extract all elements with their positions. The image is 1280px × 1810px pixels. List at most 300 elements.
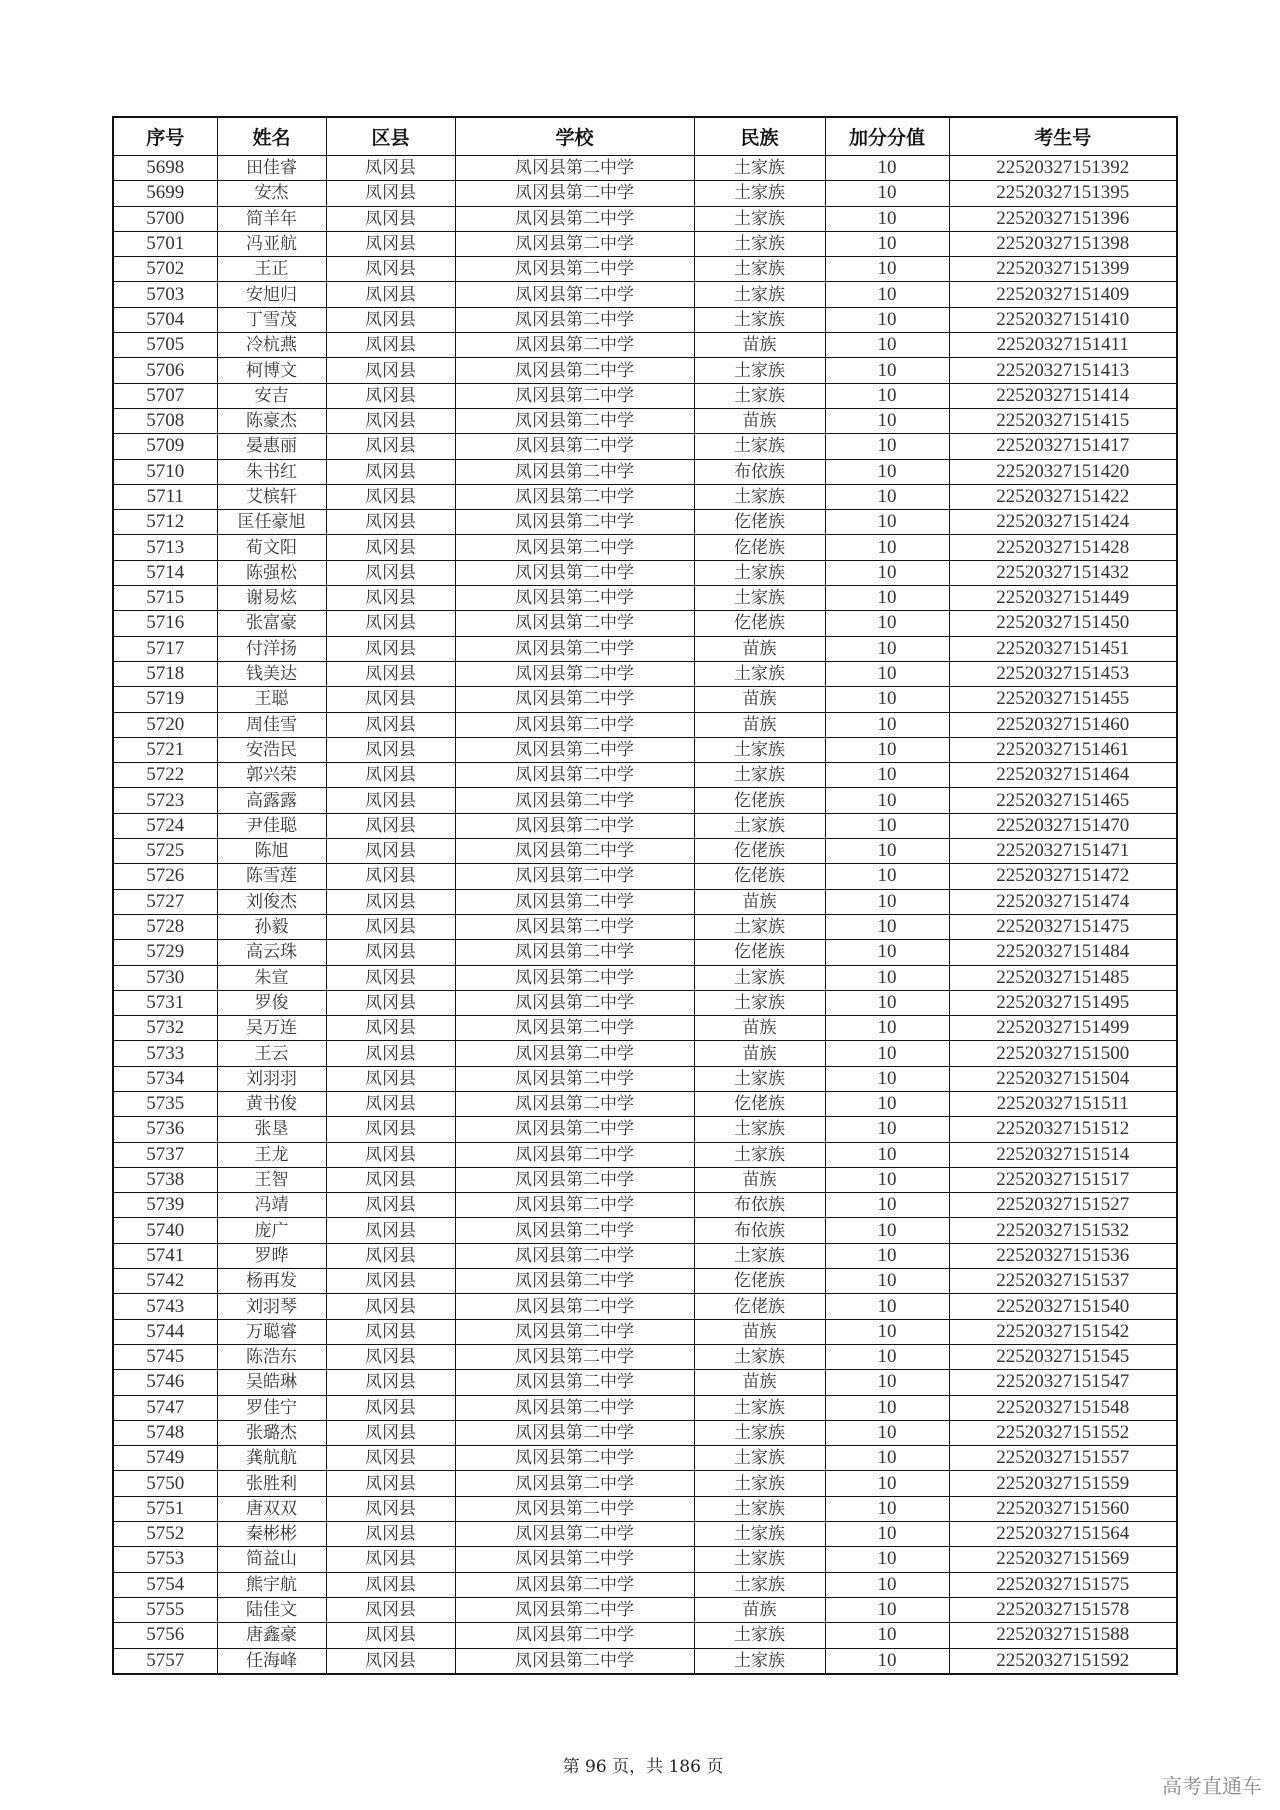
cell-school: 凤冈县第二中学 <box>455 1420 694 1445</box>
cell-school: 凤冈县第二中学 <box>455 712 694 737</box>
cell-bonus: 10 <box>825 965 949 990</box>
cell-district: 凤冈县 <box>326 788 455 813</box>
cell-school: 凤冈县第二中学 <box>455 383 694 408</box>
cell-bonus: 10 <box>825 1395 949 1420</box>
cell-district: 凤冈县 <box>326 1269 455 1294</box>
cell-name: 唐鑫豪 <box>217 1623 326 1648</box>
table-row <box>113 611 1177 636</box>
cell-school: 凤冈县第二中学 <box>455 181 694 206</box>
cell-district: 凤冈县 <box>326 1218 455 1243</box>
cell-bonus: 10 <box>825 1167 949 1192</box>
cell-district: 凤冈县 <box>326 1370 455 1395</box>
cell-seq: 5720 <box>113 712 217 737</box>
cell-seq: 5722 <box>113 763 217 788</box>
cell-name: 王正 <box>217 257 326 282</box>
cell-seq: 5708 <box>113 408 217 433</box>
cell-district: 凤冈县 <box>326 1547 455 1572</box>
table-row <box>113 434 1177 459</box>
table-row <box>113 864 1177 889</box>
cell-name: 简益山 <box>217 1547 326 1572</box>
cell-district: 凤冈县 <box>326 839 455 864</box>
cell-seq: 5706 <box>113 358 217 383</box>
cell-ethnicity: 土家族 <box>694 257 825 282</box>
cell-district: 凤冈县 <box>326 333 455 358</box>
cell-ethnicity: 苗族 <box>694 1370 825 1395</box>
cell-seq: 5726 <box>113 864 217 889</box>
table-body <box>113 156 1177 1674</box>
cell-name: 陆佳文 <box>217 1597 326 1622</box>
cell-name: 刘羽琴 <box>217 1294 326 1319</box>
table-row <box>113 1370 1177 1395</box>
cell-district: 凤冈县 <box>326 1091 455 1116</box>
cell-district: 凤冈县 <box>326 586 455 611</box>
cell-ethnicity: 土家族 <box>694 1066 825 1091</box>
cell-name: 张璐杰 <box>217 1420 326 1445</box>
cell-name: 张胜利 <box>217 1471 326 1496</box>
cell-school: 凤冈县第二中学 <box>455 687 694 712</box>
cell-bonus: 10 <box>825 712 949 737</box>
cell-exam-id: 22520327151470 <box>949 813 1177 838</box>
cell-name: 晏惠丽 <box>217 434 326 459</box>
cell-district: 凤冈县 <box>326 661 455 686</box>
cell-district: 凤冈县 <box>326 1446 455 1471</box>
cell-name: 龚航航 <box>217 1446 326 1471</box>
cell-seq: 5718 <box>113 661 217 686</box>
cell-bonus: 10 <box>825 1041 949 1066</box>
cell-bonus: 10 <box>825 434 949 459</box>
cell-ethnicity: 土家族 <box>694 1522 825 1547</box>
cell-seq: 5740 <box>113 1218 217 1243</box>
cell-name: 安杰 <box>217 181 326 206</box>
cell-district: 凤冈县 <box>326 1066 455 1091</box>
cell-name: 陈豪杰 <box>217 408 326 433</box>
cell-seq: 5712 <box>113 510 217 535</box>
cell-district: 凤冈县 <box>326 231 455 256</box>
cell-ethnicity: 苗族 <box>694 1041 825 1066</box>
table-row <box>113 383 1177 408</box>
cell-name: 谢易炫 <box>217 586 326 611</box>
cell-exam-id: 22520327151485 <box>949 965 1177 990</box>
cell-district: 凤冈县 <box>326 737 455 762</box>
cell-ethnicity: 土家族 <box>694 181 825 206</box>
table-row <box>113 1294 1177 1319</box>
table-row <box>113 1269 1177 1294</box>
cell-ethnicity: 土家族 <box>694 1572 825 1597</box>
cell-school: 凤冈县第二中学 <box>455 408 694 433</box>
cell-bonus: 10 <box>825 1648 949 1674</box>
cell-district: 凤冈县 <box>326 156 455 181</box>
cell-seq: 5701 <box>113 231 217 256</box>
cell-name: 熊宇航 <box>217 1572 326 1597</box>
table-row <box>113 1547 1177 1572</box>
table-row <box>113 510 1177 535</box>
cell-ethnicity: 土家族 <box>694 560 825 585</box>
cell-district: 凤冈县 <box>326 864 455 889</box>
header-bonus: 加分分值 <box>825 117 949 156</box>
cell-name: 安吉 <box>217 383 326 408</box>
cell-ethnicity: 土家族 <box>694 763 825 788</box>
cell-seq: 5741 <box>113 1243 217 1268</box>
cell-seq: 5719 <box>113 687 217 712</box>
cell-ethnicity: 苗族 <box>694 1597 825 1622</box>
cell-name: 秦彬彬 <box>217 1522 326 1547</box>
cell-name: 吴皓琳 <box>217 1370 326 1395</box>
cell-ethnicity: 土家族 <box>694 1117 825 1142</box>
cell-bonus: 10 <box>825 940 949 965</box>
table-row <box>113 1117 1177 1142</box>
cell-seq: 5736 <box>113 1117 217 1142</box>
cell-name: 罗俊 <box>217 990 326 1015</box>
cell-district: 凤冈县 <box>326 1167 455 1192</box>
cell-school: 凤冈县第二中学 <box>455 1547 694 1572</box>
cell-ethnicity: 土家族 <box>694 1547 825 1572</box>
cell-seq: 5739 <box>113 1193 217 1218</box>
cell-seq: 5750 <box>113 1471 217 1496</box>
cell-seq: 5711 <box>113 484 217 509</box>
cell-school: 凤冈县第二中学 <box>455 1446 694 1471</box>
cell-exam-id: 22520327151451 <box>949 636 1177 661</box>
cell-name: 孙毅 <box>217 914 326 939</box>
cell-exam-id: 22520327151465 <box>949 788 1177 813</box>
cell-name: 尹佳聪 <box>217 813 326 838</box>
cell-seq: 5709 <box>113 434 217 459</box>
cell-ethnicity: 土家族 <box>694 1471 825 1496</box>
cell-exam-id: 22520327151411 <box>949 333 1177 358</box>
cell-exam-id: 22520327151504 <box>949 1066 1177 1091</box>
table-row <box>113 206 1177 231</box>
cell-district: 凤冈县 <box>326 990 455 1015</box>
cell-bonus: 10 <box>825 1269 949 1294</box>
cell-seq: 5702 <box>113 257 217 282</box>
cell-ethnicity: 土家族 <box>694 1496 825 1521</box>
cell-seq: 5746 <box>113 1370 217 1395</box>
cell-ethnicity: 布依族 <box>694 1193 825 1218</box>
cell-name: 冯亚航 <box>217 231 326 256</box>
table-row <box>113 636 1177 661</box>
cell-exam-id: 22520327151392 <box>949 156 1177 181</box>
cell-name: 高云珠 <box>217 940 326 965</box>
cell-exam-id: 22520327151420 <box>949 459 1177 484</box>
cell-seq: 5737 <box>113 1142 217 1167</box>
cell-exam-id: 22520327151413 <box>949 358 1177 383</box>
cell-seq: 5748 <box>113 1420 217 1445</box>
cell-seq: 5733 <box>113 1041 217 1066</box>
cell-ethnicity: 土家族 <box>694 206 825 231</box>
cell-seq: 5756 <box>113 1623 217 1648</box>
header-exam-id: 考生号 <box>949 117 1177 156</box>
table-row <box>113 788 1177 813</box>
cell-district: 凤冈县 <box>326 1319 455 1344</box>
table-row <box>113 1041 1177 1066</box>
cell-ethnicity: 土家族 <box>694 358 825 383</box>
cell-ethnicity: 仡佬族 <box>694 788 825 813</box>
cell-exam-id: 22520327151560 <box>949 1496 1177 1521</box>
cell-exam-id: 22520327151474 <box>949 889 1177 914</box>
cell-exam-id: 22520327151417 <box>949 434 1177 459</box>
cell-exam-id: 22520327151537 <box>949 1269 1177 1294</box>
cell-name: 张富豪 <box>217 611 326 636</box>
table-row <box>113 307 1177 332</box>
cell-ethnicity: 仡佬族 <box>694 940 825 965</box>
cell-ethnicity: 仡佬族 <box>694 864 825 889</box>
cell-school: 凤冈县第二中学 <box>455 231 694 256</box>
cell-district: 凤冈县 <box>326 1294 455 1319</box>
cell-district: 凤冈县 <box>326 1522 455 1547</box>
table-row <box>113 282 1177 307</box>
cell-ethnicity: 土家族 <box>694 307 825 332</box>
table-row <box>113 1496 1177 1521</box>
cell-exam-id: 22520327151453 <box>949 661 1177 686</box>
cell-exam-id: 22520327151461 <box>949 737 1177 762</box>
table-row <box>113 661 1177 686</box>
table-row <box>113 1420 1177 1445</box>
cell-school: 凤冈县第二中学 <box>455 763 694 788</box>
cell-school: 凤冈县第二中学 <box>455 1294 694 1319</box>
cell-name: 朱宣 <box>217 965 326 990</box>
header-name: 姓名 <box>217 117 326 156</box>
table-row <box>113 687 1177 712</box>
cell-seq: 5699 <box>113 181 217 206</box>
cell-school: 凤冈县第二中学 <box>455 611 694 636</box>
cell-exam-id: 22520327151514 <box>949 1142 1177 1167</box>
cell-bonus: 10 <box>825 763 949 788</box>
cell-school: 凤冈县第二中学 <box>455 1091 694 1116</box>
cell-bonus: 10 <box>825 1446 949 1471</box>
cell-exam-id: 22520327151422 <box>949 484 1177 509</box>
cell-school: 凤冈县第二中学 <box>455 965 694 990</box>
cell-name: 庞广 <box>217 1218 326 1243</box>
cell-ethnicity: 仡佬族 <box>694 1091 825 1116</box>
cell-school: 凤冈县第二中学 <box>455 1117 694 1142</box>
cell-name: 吴万连 <box>217 1016 326 1041</box>
cell-exam-id: 22520327151432 <box>949 560 1177 585</box>
cell-exam-id: 22520327151532 <box>949 1218 1177 1243</box>
cell-ethnicity: 土家族 <box>694 813 825 838</box>
cell-school: 凤冈县第二中学 <box>455 1572 694 1597</box>
cell-school: 凤冈县第二中学 <box>455 484 694 509</box>
cell-name: 安旭归 <box>217 282 326 307</box>
cell-name: 刘俊杰 <box>217 889 326 914</box>
cell-ethnicity: 土家族 <box>694 1142 825 1167</box>
cell-ethnicity: 土家族 <box>694 1344 825 1369</box>
cell-ethnicity: 土家族 <box>694 586 825 611</box>
cell-school: 凤冈县第二中学 <box>455 1522 694 1547</box>
cell-bonus: 10 <box>825 206 949 231</box>
cell-name: 付洋扬 <box>217 636 326 661</box>
cell-name: 罗晔 <box>217 1243 326 1268</box>
cell-district: 凤冈县 <box>326 1471 455 1496</box>
cell-exam-id: 22520327151414 <box>949 383 1177 408</box>
cell-seq: 5724 <box>113 813 217 838</box>
cell-bonus: 10 <box>825 737 949 762</box>
cell-district: 凤冈县 <box>326 914 455 939</box>
cell-district: 凤冈县 <box>326 687 455 712</box>
cell-exam-id: 22520327151449 <box>949 586 1177 611</box>
cell-name: 郭兴荣 <box>217 763 326 788</box>
table-row <box>113 231 1177 256</box>
cell-ethnicity: 土家族 <box>694 231 825 256</box>
cell-seq: 5752 <box>113 1522 217 1547</box>
cell-bonus: 10 <box>825 586 949 611</box>
cell-district: 凤冈县 <box>326 763 455 788</box>
cell-seq: 5732 <box>113 1016 217 1041</box>
cell-bonus: 10 <box>825 560 949 585</box>
cell-bonus: 10 <box>825 661 949 686</box>
cell-bonus: 10 <box>825 1597 949 1622</box>
cell-exam-id: 22520327151542 <box>949 1319 1177 1344</box>
cell-name: 罗佳宁 <box>217 1395 326 1420</box>
cell-bonus: 10 <box>825 535 949 560</box>
cell-bonus: 10 <box>825 1522 949 1547</box>
cell-bonus: 10 <box>825 1344 949 1369</box>
cell-school: 凤冈县第二中学 <box>455 282 694 307</box>
cell-name: 王龙 <box>217 1142 326 1167</box>
cell-district: 凤冈县 <box>326 1572 455 1597</box>
table-row <box>113 1016 1177 1041</box>
cell-ethnicity: 土家族 <box>694 434 825 459</box>
cell-bonus: 10 <box>825 358 949 383</box>
table-row <box>113 181 1177 206</box>
cell-bonus: 10 <box>825 1471 949 1496</box>
cell-bonus: 10 <box>825 1294 949 1319</box>
cell-name: 安浩民 <box>217 737 326 762</box>
cell-seq: 5744 <box>113 1319 217 1344</box>
cell-ethnicity: 布依族 <box>694 459 825 484</box>
table-row <box>113 560 1177 585</box>
cell-school: 凤冈县第二中学 <box>455 1319 694 1344</box>
cell-exam-id: 22520327151495 <box>949 990 1177 1015</box>
cell-seq: 5738 <box>113 1167 217 1192</box>
cell-school: 凤冈县第二中学 <box>455 1496 694 1521</box>
cell-bonus: 10 <box>825 1218 949 1243</box>
cell-ethnicity: 土家族 <box>694 1420 825 1445</box>
cell-bonus: 10 <box>825 1016 949 1041</box>
cell-school: 凤冈县第二中学 <box>455 257 694 282</box>
table-row <box>113 257 1177 282</box>
cell-seq: 5721 <box>113 737 217 762</box>
table-row <box>113 1395 1177 1420</box>
cell-school: 凤冈县第二中学 <box>455 333 694 358</box>
cell-exam-id: 22520327151547 <box>949 1370 1177 1395</box>
cell-district: 凤冈县 <box>326 813 455 838</box>
cell-seq: 5728 <box>113 914 217 939</box>
cell-ethnicity: 土家族 <box>694 1395 825 1420</box>
cell-exam-id: 22520327151540 <box>949 1294 1177 1319</box>
cell-seq: 5710 <box>113 459 217 484</box>
cell-ethnicity: 土家族 <box>694 156 825 181</box>
cell-bonus: 10 <box>825 611 949 636</box>
cell-district: 凤冈县 <box>326 1041 455 1066</box>
cell-ethnicity: 仡佬族 <box>694 535 825 560</box>
cell-school: 凤冈县第二中学 <box>455 535 694 560</box>
cell-bonus: 10 <box>825 839 949 864</box>
cell-exam-id: 22520327151559 <box>949 1471 1177 1496</box>
cell-name: 张垦 <box>217 1117 326 1142</box>
cell-district: 凤冈县 <box>326 965 455 990</box>
cell-bonus: 10 <box>825 1496 949 1521</box>
cell-district: 凤冈县 <box>326 1117 455 1142</box>
cell-school: 凤冈县第二中学 <box>455 737 694 762</box>
cell-bonus: 10 <box>825 889 949 914</box>
cell-bonus: 10 <box>825 510 949 535</box>
cell-seq: 5754 <box>113 1572 217 1597</box>
cell-ethnicity: 土家族 <box>694 914 825 939</box>
cell-name: 冷杭燕 <box>217 333 326 358</box>
cell-bonus: 10 <box>825 459 949 484</box>
table-row <box>113 1091 1177 1116</box>
cell-bonus: 10 <box>825 181 949 206</box>
cell-ethnicity: 仡佬族 <box>694 1269 825 1294</box>
table-row <box>113 1193 1177 1218</box>
cell-ethnicity: 土家族 <box>694 1623 825 1648</box>
cell-district: 凤冈县 <box>326 535 455 560</box>
cell-seq: 5742 <box>113 1269 217 1294</box>
table-row <box>113 1218 1177 1243</box>
cell-school: 凤冈县第二中学 <box>455 1269 694 1294</box>
cell-exam-id: 22520327151564 <box>949 1522 1177 1547</box>
cell-school: 凤冈县第二中学 <box>455 1648 694 1674</box>
cell-district: 凤冈县 <box>326 889 455 914</box>
cell-ethnicity: 土家族 <box>694 383 825 408</box>
cell-seq: 5700 <box>113 206 217 231</box>
table-row <box>113 1597 1177 1622</box>
cell-school: 凤冈县第二中学 <box>455 1142 694 1167</box>
cell-name: 陈强松 <box>217 560 326 585</box>
cell-exam-id: 22520327151527 <box>949 1193 1177 1218</box>
table-row <box>113 1572 1177 1597</box>
cell-exam-id: 22520327151399 <box>949 257 1177 282</box>
cell-name: 朱书红 <box>217 459 326 484</box>
cell-district: 凤冈县 <box>326 1648 455 1674</box>
table-row <box>113 586 1177 611</box>
table-row <box>113 408 1177 433</box>
cell-name: 艾槟轩 <box>217 484 326 509</box>
cell-bonus: 10 <box>825 788 949 813</box>
table-row <box>113 889 1177 914</box>
cell-bonus: 10 <box>825 813 949 838</box>
cell-name: 冯靖 <box>217 1193 326 1218</box>
cell-bonus: 10 <box>825 1370 949 1395</box>
cell-school: 凤冈县第二中学 <box>455 1395 694 1420</box>
cell-school: 凤冈县第二中学 <box>455 510 694 535</box>
cell-name: 高露露 <box>217 788 326 813</box>
cell-school: 凤冈县第二中学 <box>455 358 694 383</box>
table-row <box>113 914 1177 939</box>
cell-exam-id: 22520327151475 <box>949 914 1177 939</box>
cell-bonus: 10 <box>825 1623 949 1648</box>
cell-name: 陈雪莲 <box>217 864 326 889</box>
cell-school: 凤冈县第二中学 <box>455 889 694 914</box>
header-district: 区县 <box>326 117 455 156</box>
cell-bonus: 10 <box>825 156 949 181</box>
table-row <box>113 712 1177 737</box>
cell-school: 凤冈县第二中学 <box>455 788 694 813</box>
cell-bonus: 10 <box>825 1243 949 1268</box>
cell-seq: 5703 <box>113 282 217 307</box>
cell-bonus: 10 <box>825 333 949 358</box>
cell-school: 凤冈县第二中学 <box>455 1041 694 1066</box>
cell-bonus: 10 <box>825 864 949 889</box>
cell-ethnicity: 仡佬族 <box>694 510 825 535</box>
cell-seq: 5715 <box>113 586 217 611</box>
cell-school: 凤冈县第二中学 <box>455 1218 694 1243</box>
header-seq: 序号 <box>113 117 217 156</box>
cell-exam-id: 22520327151428 <box>949 535 1177 560</box>
table-row <box>113 1167 1177 1192</box>
cell-bonus: 10 <box>825 282 949 307</box>
cell-seq: 5745 <box>113 1344 217 1369</box>
cell-district: 凤冈县 <box>326 1597 455 1622</box>
